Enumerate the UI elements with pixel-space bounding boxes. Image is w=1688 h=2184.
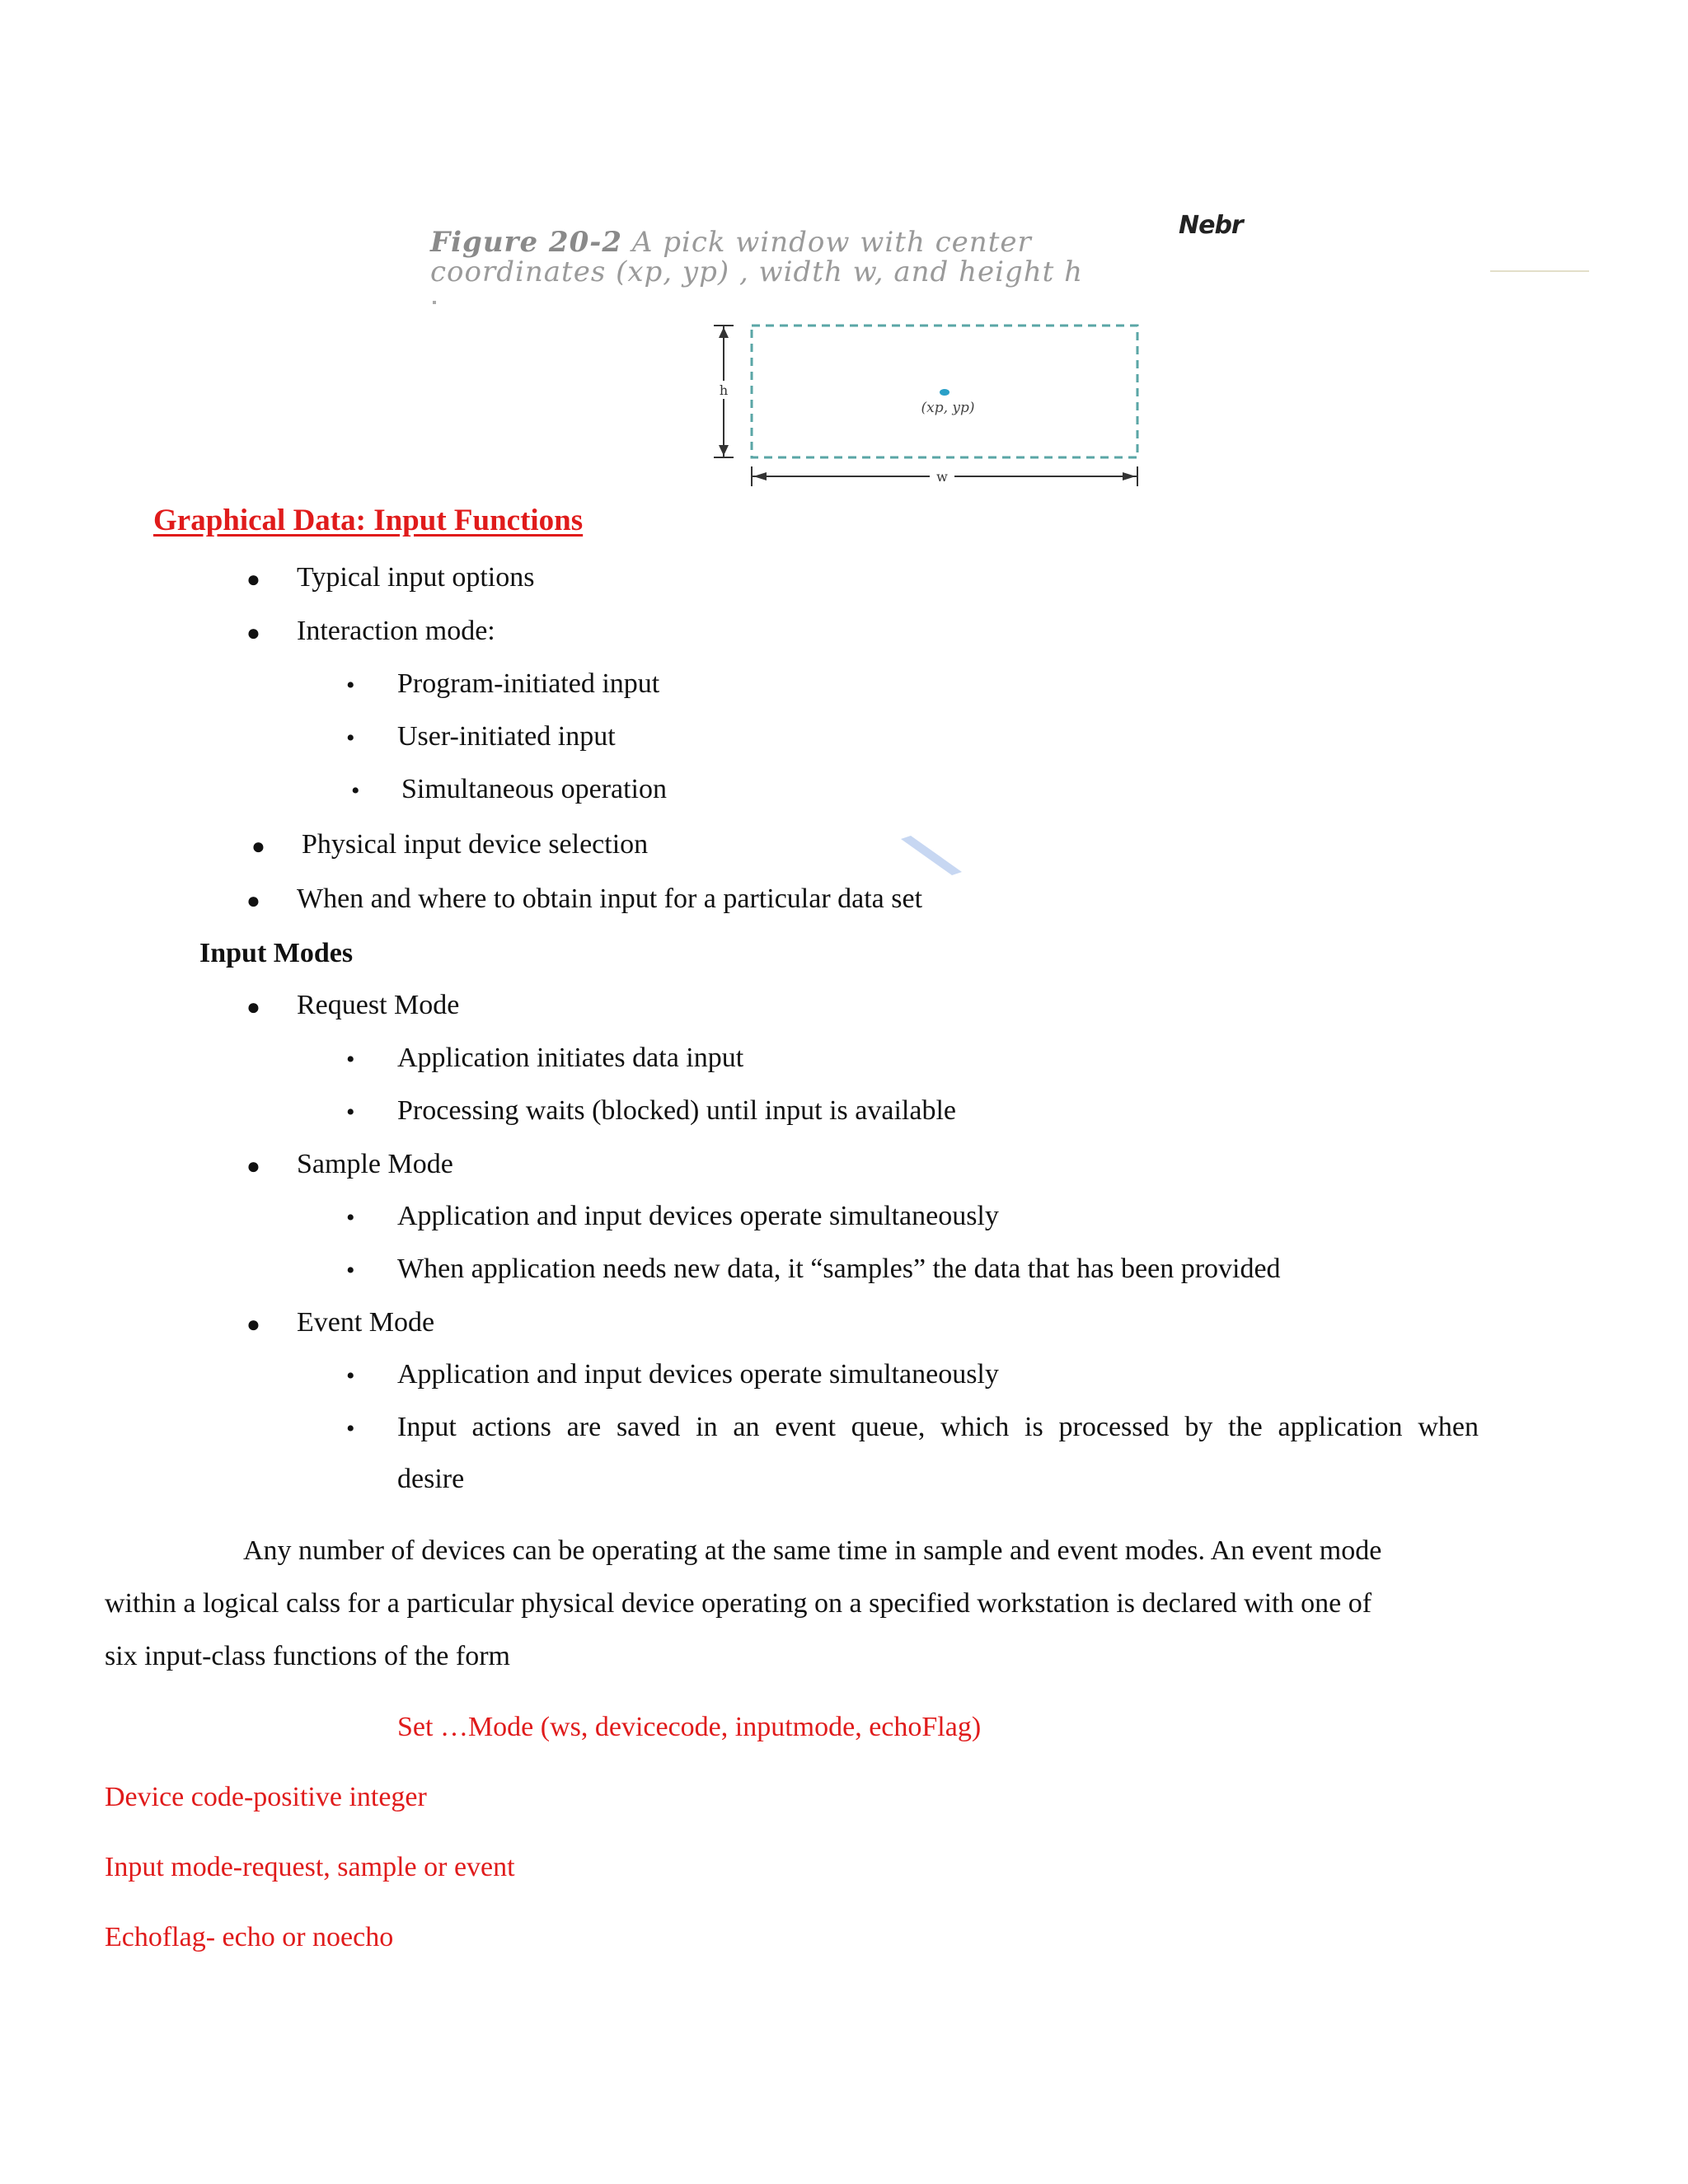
list-item: Application initiates data input bbox=[397, 1043, 744, 1073]
definition-item: Device code-positive integer bbox=[105, 1782, 427, 1812]
list-item: Input actions are saved in an event queue, which is processed by the application when bbox=[397, 1412, 1479, 1442]
event-mode-label: Event Mode bbox=[297, 1307, 435, 1338]
figure-caption-line1: A pick window with center bbox=[631, 226, 1032, 259]
bullet-dot: • bbox=[346, 1362, 355, 1390]
bullet-dot: • bbox=[346, 1099, 355, 1126]
bullet-dot: • bbox=[346, 1046, 355, 1073]
list-item-continuation: desire bbox=[397, 1464, 465, 1494]
bullet-dot: • bbox=[346, 724, 355, 752]
definition-item: Input mode-request, sample or event bbox=[105, 1852, 515, 1882]
bullet-dot: ● bbox=[246, 1154, 260, 1179]
figure-caption bbox=[420, 210, 1294, 301]
list-item: When and where to obtain input for a particular data set bbox=[297, 883, 923, 914]
bullet-dot: • bbox=[351, 777, 360, 804]
figure-caption-line2: coordinates (xp, yp) , width w, and height h bbox=[430, 255, 1084, 288]
list-item: Physical input device selection bbox=[302, 829, 649, 860]
list-item: Program-initiated input bbox=[397, 668, 660, 699]
bullet-dot: • bbox=[346, 1415, 355, 1442]
definition-item: Echoflag- echo or noecho bbox=[105, 1922, 394, 1952]
bullet-dot: • bbox=[346, 1257, 355, 1284]
list-item: Interaction mode: bbox=[297, 616, 495, 646]
bullet-dot: ● bbox=[246, 1312, 260, 1338]
bullet-dot: ● bbox=[251, 834, 265, 860]
paragraph-line: Any number of devices can be operating at the same time in sample and event modes. An event mode bbox=[243, 1535, 1382, 1566]
bullet-dot: • bbox=[346, 1204, 355, 1231]
width-label: w bbox=[936, 469, 948, 485]
figure-number: Figure 20-2 bbox=[430, 226, 623, 259]
list-item: When application needs new data, it “samples” the data that has been provided bbox=[397, 1254, 1281, 1284]
pick-window-diagram bbox=[692, 313, 1154, 494]
request-mode-label: Request Mode bbox=[297, 990, 460, 1020]
section-heading: Graphical Data: Input Functions bbox=[153, 504, 584, 537]
center-label: (xp, yp) bbox=[921, 400, 975, 416]
paragraph-line: six input-class functions of the form bbox=[105, 1641, 510, 1671]
list-item: Simultaneous operation bbox=[401, 774, 668, 804]
bullet-dot: • bbox=[346, 672, 355, 699]
list-item: User-initiated input bbox=[397, 721, 616, 752]
list-item: Typical input options bbox=[297, 562, 535, 593]
list-item: Application and input devices operate simultaneously bbox=[397, 1201, 999, 1231]
list-item: Application and input devices operate simultaneously bbox=[397, 1359, 999, 1390]
sample-mode-label: Sample Mode bbox=[297, 1149, 453, 1179]
bullet-dot: ● bbox=[246, 995, 260, 1020]
figure-dot bbox=[433, 301, 436, 304]
height-label: h bbox=[719, 382, 729, 398]
watermark-mark bbox=[894, 832, 968, 882]
bullet-dot: ● bbox=[246, 567, 260, 593]
paragraph-line: within a logical calss for a particular physical device operating on a specified workstation is declared with one of bbox=[105, 1588, 1372, 1619]
center-point bbox=[940, 389, 950, 396]
input-modes-heading: Input Modes bbox=[199, 938, 354, 968]
function-signature: Set …Mode (ws, devicecode, inputmode, echoFlag) bbox=[397, 1712, 982, 1742]
bullet-dot: ● bbox=[246, 621, 260, 646]
divider-line bbox=[1490, 270, 1589, 272]
bullet-dot: ● bbox=[246, 888, 260, 914]
list-item: Processing waits (blocked) until input is available bbox=[397, 1095, 956, 1126]
figure-corner-text: Nebr bbox=[1179, 211, 1243, 240]
